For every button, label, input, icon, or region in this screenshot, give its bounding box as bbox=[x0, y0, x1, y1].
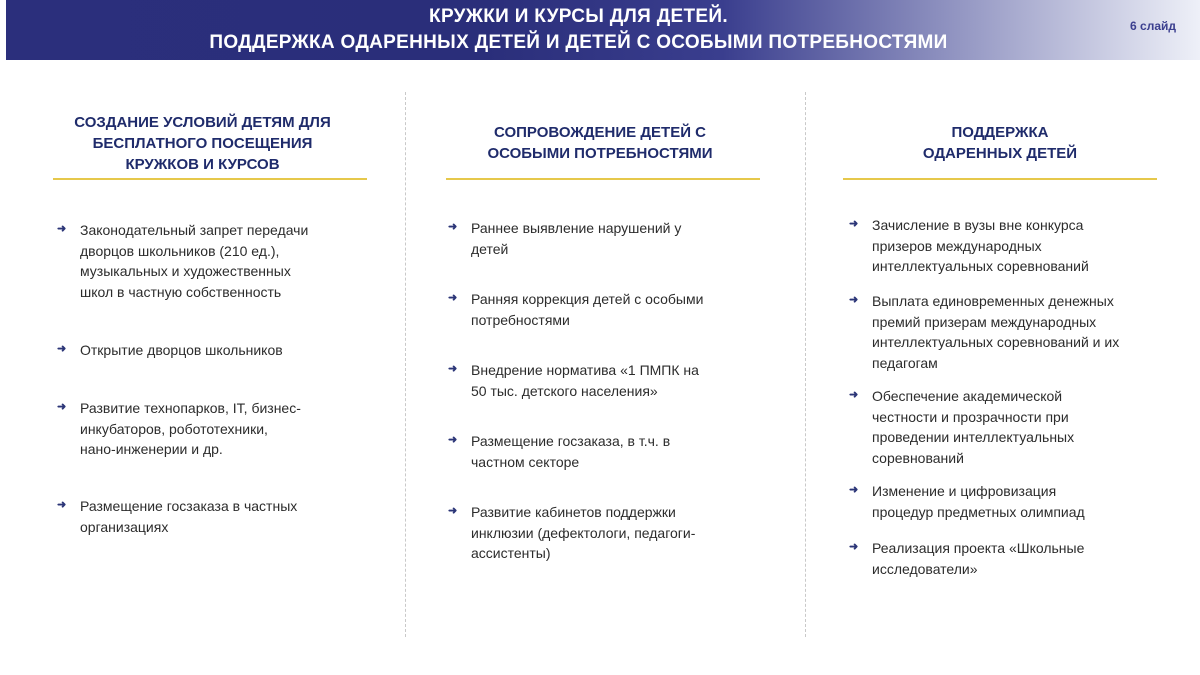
list-item-text: проведении интеллектуальных bbox=[872, 429, 1075, 445]
list-item-text: соревнований bbox=[872, 449, 964, 466]
list-item-text: педагогам bbox=[872, 354, 938, 371]
slide-title-line-2: ПОДДЕРЖКА ОДАРЕННЫХ ДЕТЕЙ И ДЕТЕЙ С ОСОБЫМИ ПОТРЕБНОСТЯМИ bbox=[209, 32, 948, 53]
list-item-text: Размещение госзаказа в частных bbox=[80, 498, 298, 514]
column-2-underline bbox=[446, 178, 760, 180]
column-2-heading bbox=[450, 122, 750, 164]
list-item-text: премий призерам международных bbox=[872, 313, 1097, 330]
arrow-right-icon: ➜ bbox=[57, 401, 67, 413]
arrow-right-icon: ➜ bbox=[448, 363, 458, 375]
column-1-heading bbox=[45, 112, 360, 175]
list-item-text: нано-инженерии и др. bbox=[80, 441, 223, 457]
arrow-right-icon: ➜ bbox=[57, 223, 67, 235]
list-item-text: Зачисление в вузы вне конкурса bbox=[872, 217, 1084, 233]
arrow-right-icon: ➜ bbox=[849, 541, 859, 553]
arrow-right-icon: ➜ bbox=[448, 505, 458, 517]
list-item-text: процедур предметных олимпиад bbox=[872, 503, 1085, 520]
list-item-text: организациях bbox=[80, 518, 169, 535]
list-item-text: Законодательный запрет передачи bbox=[80, 222, 309, 238]
list-item-text: призеров международных bbox=[872, 237, 1042, 254]
column-3-underline bbox=[843, 178, 1157, 180]
list-item-text: ассистенты) bbox=[471, 545, 551, 561]
slide-title-line-1: КРУЖКИ И КУРСЫ ДЛЯ ДЕТЕЙ. bbox=[429, 6, 728, 27]
column-2-heading-line: ОСОБЫМИ ПОТРЕБНОСТЯМИ bbox=[487, 145, 713, 162]
list-item-text: Раннее выявление нарушений у bbox=[471, 220, 682, 236]
list-item-text: музыкальных и художественных bbox=[80, 263, 291, 279]
column-1-heading-line: БЕСПЛАТНОГО ПОСЕЩЕНИЯ bbox=[92, 135, 313, 152]
column-1-underline bbox=[53, 178, 367, 180]
column-1-heading-line: КРУЖКОВ И КУРСОВ bbox=[125, 156, 280, 173]
arrow-right-icon: ➜ bbox=[448, 292, 458, 304]
list-item-text: инкубаторов, робототехники, bbox=[80, 420, 268, 437]
list-item-text: Изменение и цифровизация bbox=[872, 483, 1057, 499]
list-item-text: дворцов школьников (210 ед.), bbox=[80, 242, 280, 259]
list-item-text: Развитие технопарков, IT, бизнес- bbox=[80, 400, 301, 416]
list-item-text: школ в частную собственность bbox=[80, 283, 282, 300]
column-2-heading-line: СОПРОВОЖДЕНИЕ ДЕТЕЙ С bbox=[494, 124, 706, 141]
slide-title bbox=[6, 4, 1151, 56]
arrow-right-icon: ➜ bbox=[57, 499, 67, 511]
arrow-right-icon: ➜ bbox=[849, 484, 859, 496]
list-item-text: исследователи» bbox=[872, 560, 978, 577]
slide-number: 6 слайд bbox=[1130, 19, 1176, 33]
list-item-text: интеллектуальных соревнований bbox=[872, 258, 1089, 274]
list-item-text: Ранняя коррекция детей с особыми bbox=[471, 291, 704, 307]
arrow-right-icon: ➜ bbox=[57, 343, 67, 355]
list-item-text: инклюзии (дефектологи, педагоги- bbox=[471, 524, 696, 541]
column-3-heading-line: ПОДДЕРЖКА bbox=[951, 124, 1049, 141]
column-3-heading-line: ОДАРЕННЫХ ДЕТЕЙ bbox=[922, 145, 1078, 162]
list-item-text: Выплата единовременных денежных bbox=[872, 293, 1114, 309]
arrow-right-icon: ➜ bbox=[849, 218, 859, 230]
list-item-text: Открытие дворцов школьников bbox=[80, 342, 283, 358]
list-item-text: детей bbox=[471, 240, 509, 257]
title-banner bbox=[6, 0, 1200, 60]
list-item-text: Размещение госзаказа, в т.ч. в bbox=[471, 433, 671, 449]
list-item-text: интеллектуальных соревнований и их bbox=[872, 334, 1120, 350]
column-3-heading bbox=[850, 122, 1150, 164]
list-item-text: Реализация проекта «Школьные bbox=[872, 540, 1085, 556]
list-item-text: Внедрение норматива «1 ПМПК на bbox=[471, 362, 699, 378]
list-item-text: частном секторе bbox=[471, 453, 580, 470]
arrow-right-icon: ➜ bbox=[849, 294, 859, 306]
list-item-text: 50 тыс. детского населения» bbox=[471, 382, 658, 399]
column-divider-1 bbox=[405, 92, 406, 637]
arrow-right-icon: ➜ bbox=[849, 389, 859, 401]
column-divider-2 bbox=[805, 92, 806, 637]
arrow-right-icon: ➜ bbox=[448, 221, 458, 233]
list-item-text: потребностями bbox=[471, 311, 570, 328]
arrow-right-icon: ➜ bbox=[448, 434, 458, 446]
list-item-text: Развитие кабинетов поддержки bbox=[471, 504, 676, 520]
column-1-heading-line: СОЗДАНИЕ УСЛОВИЙ ДЕТЯМ ДЛЯ bbox=[74, 114, 331, 131]
list-item-text: Обеспечение академической bbox=[872, 388, 1063, 404]
list-item-text: честности и прозрачности при bbox=[872, 408, 1069, 425]
